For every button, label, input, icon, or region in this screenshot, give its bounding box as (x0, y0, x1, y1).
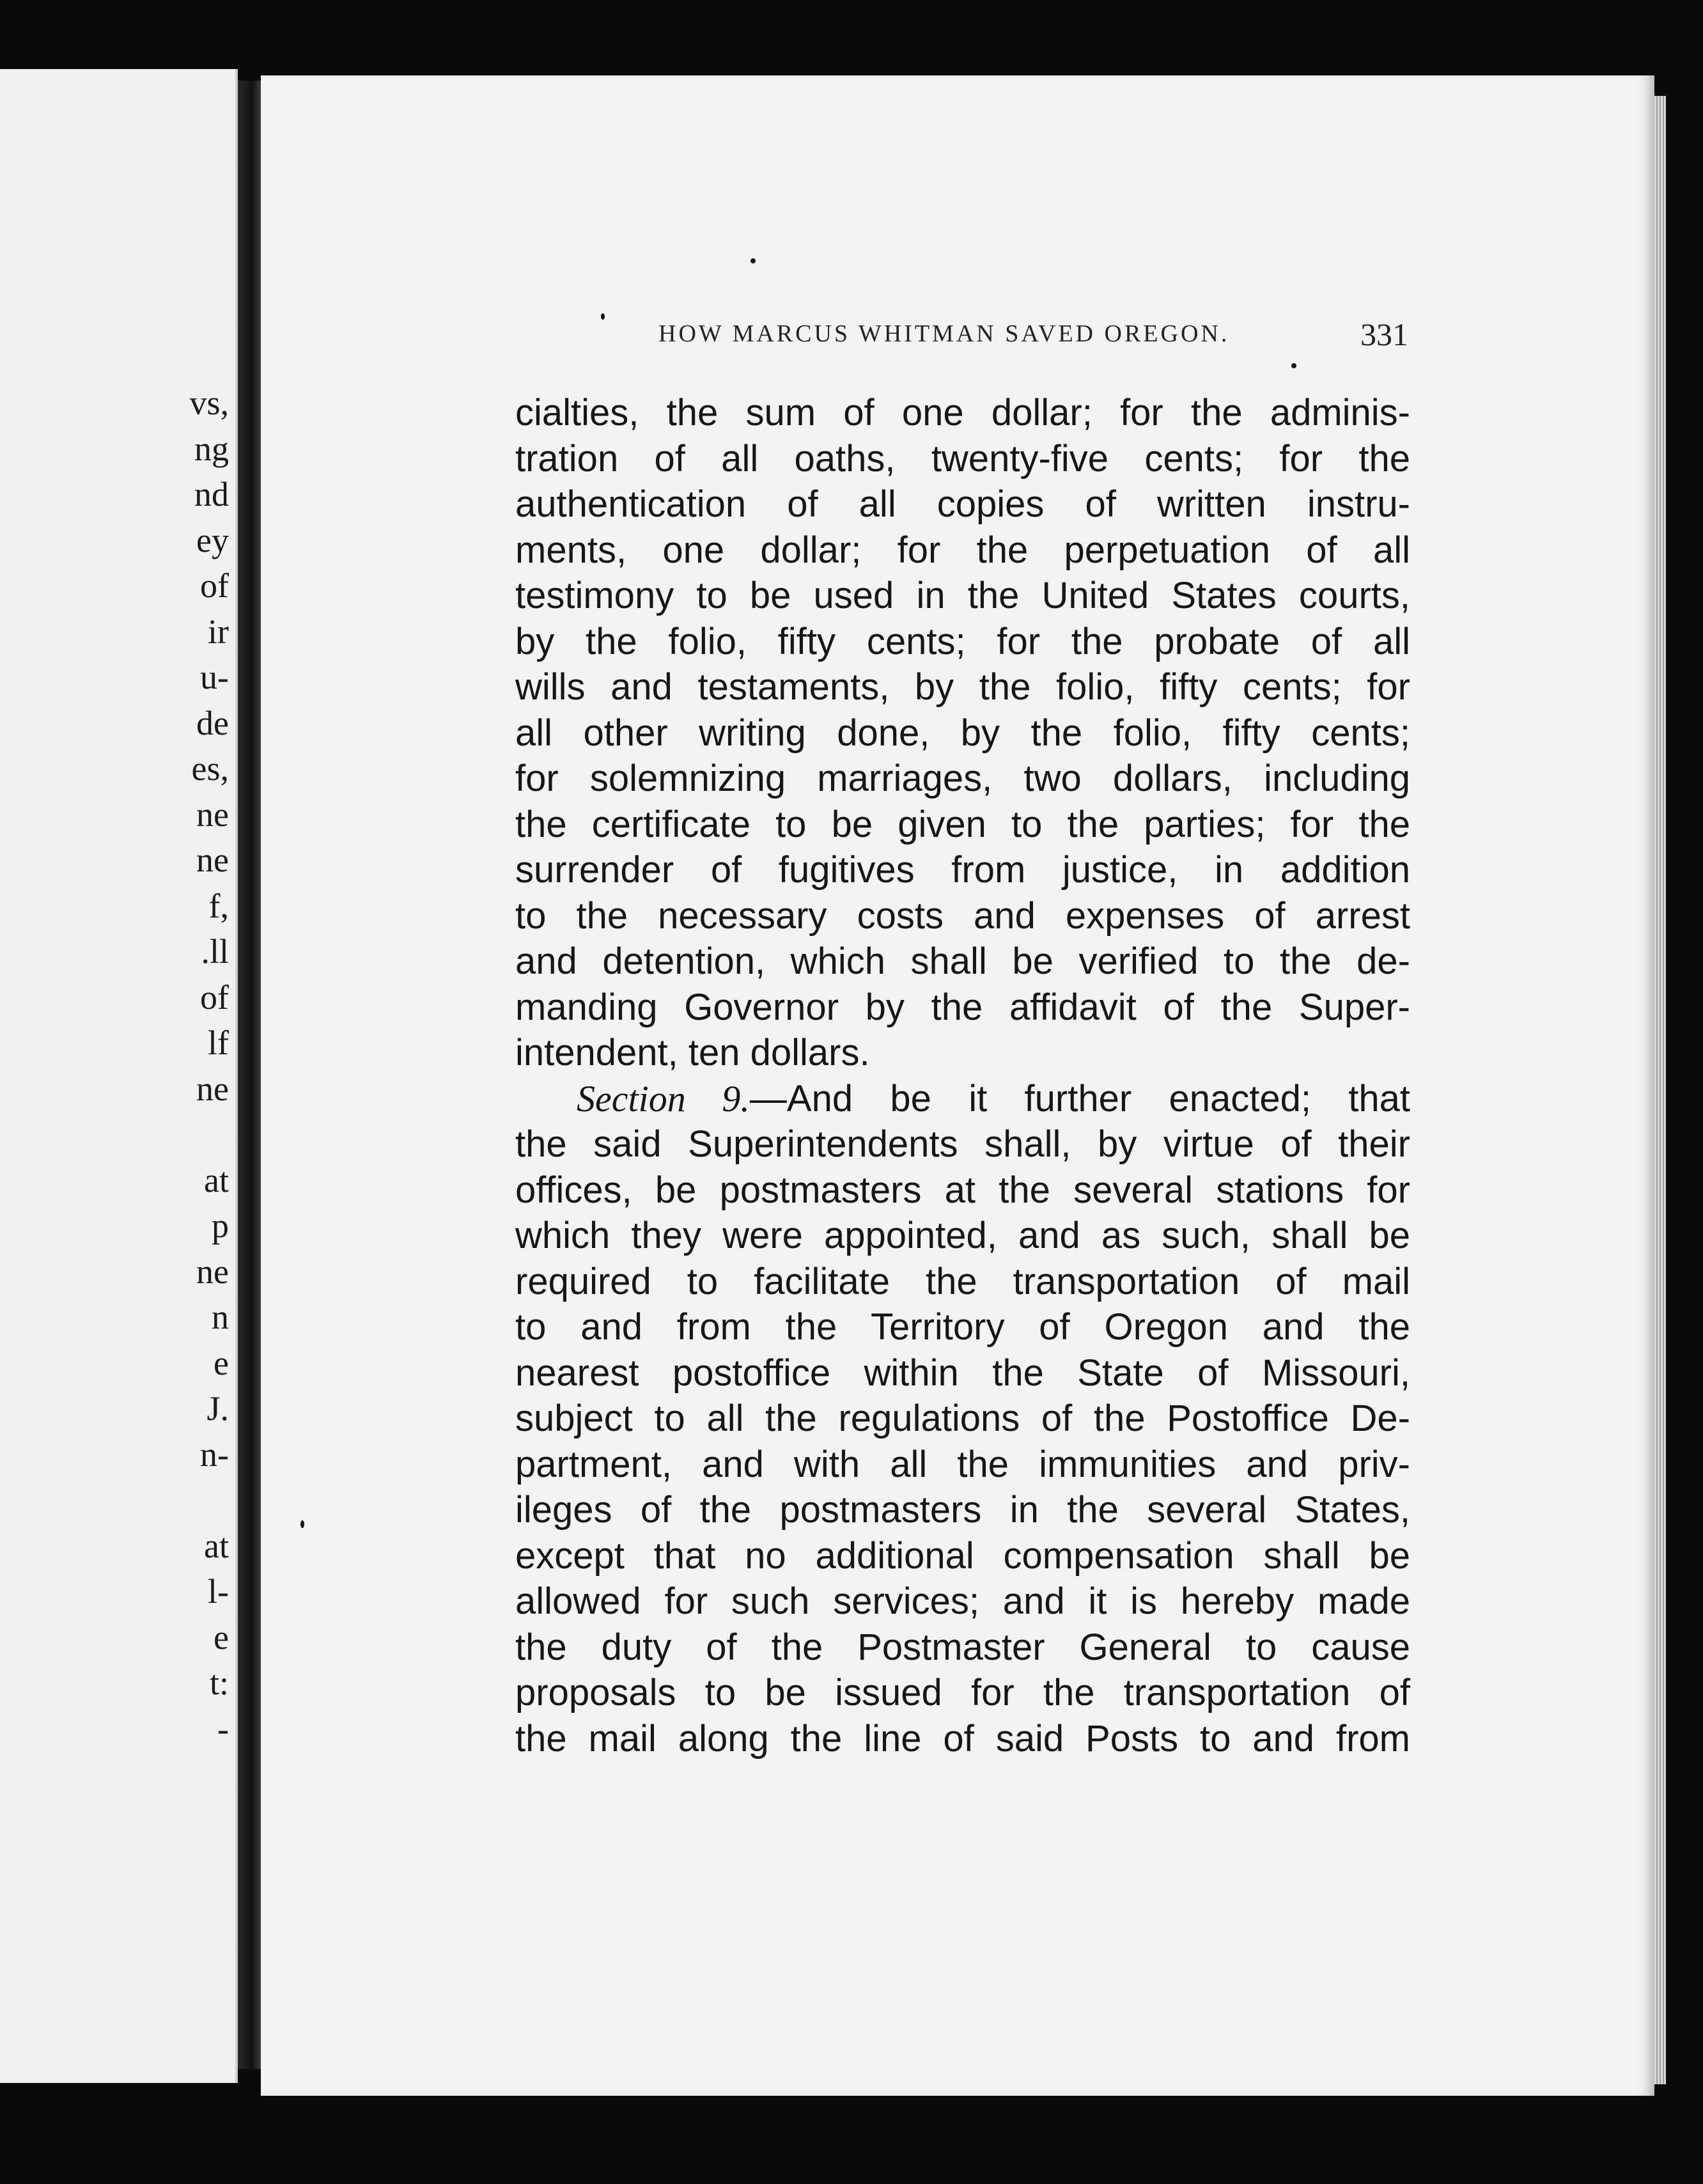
text-line: by the folio, fifty cents; for the probate of all (515, 620, 1410, 662)
previous-page-fragment: of (200, 566, 229, 605)
text-line: surrender of fugitives from justice, in addition (515, 849, 1410, 891)
running-head: HOW MARCUS WHITMAN SAVED OREGON. (658, 320, 1230, 347)
page-edge (1654, 96, 1666, 2084)
text-line: the mail along the line of said Posts to and from (515, 1717, 1410, 1759)
text-line: the duty of the Postmaster General to cause (515, 1626, 1410, 1668)
previous-page-fragment: e (214, 1618, 229, 1657)
text-line: intendent, ten dollars. (515, 1032, 870, 1073)
previous-page-fragment: .ll (201, 932, 229, 971)
text-line: subject to all the regulations of the Postoffice De- (515, 1398, 1410, 1439)
previous-page-fragment: ne (196, 1252, 229, 1291)
previous-page-fragment: vs, (189, 384, 229, 422)
text-line: to and from the Territory of Oregon and the (515, 1306, 1410, 1348)
previous-page-fragment: de (196, 704, 229, 742)
previous-page-fragment: f, (208, 887, 229, 925)
text-line: authentication of all copies of written instru- (515, 483, 1410, 525)
text-line: the said Superintendents shall, by virtue of their (515, 1123, 1410, 1165)
text-line: partment, and with all the immunities and priv- (515, 1443, 1410, 1485)
previous-page-fragment: p (212, 1206, 229, 1245)
text-line: manding Governor by the affidavit of the Super- (515, 986, 1410, 1028)
text-line: —And be it further enacted; that (749, 1077, 1410, 1119)
text-line: ments, one dollar; for the perpetuation of all (515, 529, 1410, 571)
text-line: offices, be postmasters at the several stations for (515, 1169, 1410, 1211)
previous-page-fragment: - (217, 1710, 229, 1748)
previous-page-fragment: ne (196, 1070, 229, 1108)
text-line: to the necessary costs and expenses of arrest (515, 894, 1410, 937)
section-label: Section 9. (577, 1077, 750, 1119)
scan-speck (300, 1520, 304, 1528)
scan-speck (601, 313, 605, 320)
previous-page-fragment: ne (196, 795, 229, 834)
text-line: testimony to be used in the United States courts, (515, 575, 1410, 616)
text-line: ileges of the postmasters in the several States, (515, 1489, 1410, 1531)
text-line: allowed for such services; and it is hereby made (515, 1580, 1410, 1622)
previous-page-fragment: es, (191, 749, 229, 788)
text-line: required to facilitate the transportation of mail (515, 1260, 1410, 1302)
text-line: all other writing done, by the folio, fifty cents; (515, 712, 1410, 754)
previous-page-fragment: l- (208, 1572, 229, 1611)
previous-page-fragment: lf (208, 1024, 229, 1062)
text-line: nearest postoffice within the State of Missouri, (515, 1352, 1410, 1394)
previous-page-fragment: at (204, 1161, 229, 1199)
previous-page-fragment: of (200, 978, 229, 1017)
body-text (515, 390, 1410, 1761)
previous-page (0, 69, 238, 2083)
previous-page-fragment: n- (200, 1435, 229, 1474)
book-gutter (238, 81, 261, 2069)
scan-speck (750, 258, 756, 263)
section-heading-line (515, 1076, 1410, 1122)
text-line: which they were appointed, and as such, shall be (515, 1215, 1410, 1256)
text-line: and detention, which shall be verified to the de- (515, 940, 1410, 982)
previous-page-fragment: t: (209, 1664, 229, 1702)
previous-page-fragment: ey (196, 521, 229, 559)
previous-page-fragment: ne (196, 841, 229, 879)
previous-page-fragment: ng (194, 430, 229, 468)
text-line: except that no additional compensation shall be (515, 1534, 1410, 1577)
text-line: tration of all oaths, twenty-five cents; for the (515, 437, 1410, 480)
previous-page-fragment: n (212, 1298, 229, 1336)
previous-page-fragment: ir (208, 612, 229, 651)
previous-page-fragment: J. (206, 1389, 229, 1428)
text-line: proposals to be issued for the transportation of (515, 1672, 1410, 1713)
page-number: 331 (1360, 316, 1408, 352)
previous-page-fragment: at (204, 1527, 229, 1565)
previous-page-fragment: u- (200, 658, 229, 696)
scan-speck (1291, 363, 1296, 368)
previous-page-fragment: nd (194, 475, 229, 513)
text-line: cialties, the sum of one dollar; for the adminis- (515, 392, 1410, 433)
text-line: for solemnizing marriages, two dollars, including (515, 758, 1410, 799)
text-line: wills and testaments, by the folio, fifty cents; for (515, 666, 1410, 708)
previous-page-fragment: e (214, 1344, 229, 1382)
text-line: the certificate to be given to the parties; for the (515, 803, 1410, 845)
